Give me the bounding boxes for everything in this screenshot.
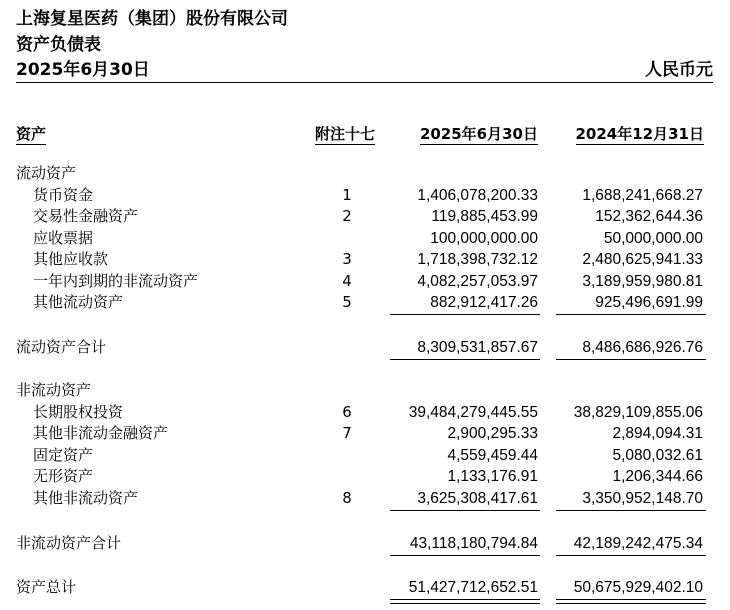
row-current-value: 1,406,078,200.33 [417,187,538,204]
row-prior-value: 3,350,952,148.70 [582,490,703,507]
section-title-non-current-assets: 非流动资产 [16,381,92,399]
row-current-value: 1,133,176.91 [447,468,538,485]
table-row [0,423,730,444]
row-current-value: 43,118,180,794.84 [409,535,538,552]
row-note: 6 [342,403,352,421]
row-prior-value: 5,080,032.61 [612,447,703,464]
grand-total-row [0,577,730,598]
row-prior-value: 50,000,000.00 [603,230,703,247]
row-prior-value: 50,675,929,402.10 [573,579,703,596]
row-note: 5 [342,293,352,311]
row-note: 4 [342,272,352,290]
row-prior-value: 925,496,691.99 [595,294,703,311]
total-rule-prior [556,555,706,556]
column-header-note: 附注十七 [315,125,376,143]
row-label: 一年内到期的非流动资产 [33,272,199,290]
table-row [0,402,730,423]
row-current-value: 882,912,417.26 [430,294,538,311]
company-name: 上海复星医药（集团）股份有限公司 [16,9,288,29]
row-label: 交易性金融资产 [33,207,139,225]
section-row [0,380,730,401]
table-row [0,249,730,270]
row-current-value: 8,309,531,857.67 [417,339,538,356]
subtotal-rule-current [390,510,540,511]
table-row [0,445,730,466]
statement-date: 2025年6月30日 [16,60,150,80]
subtotal-rule-prior [556,314,706,315]
table-row [0,206,730,227]
total-rule-current [390,359,540,360]
total-rule-current [390,555,540,556]
row-note: 1 [342,186,352,204]
row-label: 无形资产 [33,467,94,485]
row-label: 非流动资产合计 [16,534,122,552]
row-current-value: 2,900,295.33 [447,425,538,442]
row-prior-value: 1,688,241,668.27 [582,187,703,204]
row-current-value: 4,082,257,053.97 [417,273,538,290]
subtotal-rule-prior [556,510,706,511]
row-label: 其他非流动金融资产 [33,424,169,442]
row-prior-value: 152,362,644.36 [595,208,703,225]
table-row [0,228,730,249]
table-row [0,271,730,292]
row-current-value: 1,718,398,732.12 [417,251,538,268]
row-note: 8 [342,489,352,507]
row-label: 货币资金 [33,186,94,204]
currency-label: 人民币元 [645,60,713,80]
row-label: 其他流动资产 [33,293,124,311]
row-label: 应收票据 [33,229,94,247]
row-current-value: 3,625,308,417.61 [417,490,538,507]
row-label: 流动资产合计 [16,338,107,356]
row-prior-value: 2,894,094.31 [612,425,703,442]
total-row [0,337,730,358]
row-prior-value: 8,486,686,926.76 [582,339,703,356]
table-row [0,466,730,487]
row-label: 其他非流动资产 [33,489,139,507]
row-note: 3 [342,250,352,268]
subtotal-rule-current [390,314,540,315]
column-header-prior: 2024年12月31日 [575,125,704,143]
row-current-value: 100,000,000.00 [430,230,538,247]
row-note: 7 [342,424,352,442]
row-prior-value: 38,829,109,855.06 [573,404,703,421]
row-current-value: 51,427,712,652.51 [408,579,538,596]
row-prior-value: 2,480,625,941.33 [582,251,703,268]
row-current-value: 119,885,453.99 [431,208,538,225]
double-rule-prior [556,599,706,604]
double-rule-current [390,599,540,604]
total-row [0,533,730,554]
row-label: 固定资产 [33,446,94,464]
row-prior-value: 3,189,959,980.81 [582,273,703,290]
row-prior-value: 42,189,242,475.34 [573,535,703,552]
total-rule-prior [556,359,706,360]
column-header-label: 资产 [16,125,47,143]
table-row [0,185,730,206]
section-row [0,163,730,184]
header-rule [16,82,713,83]
row-label: 长期股权投资 [33,403,124,421]
statement-title: 资产负债表 [16,35,101,55]
table-row [0,488,730,509]
row-note: 2 [342,207,352,225]
section-title-current-assets: 流动资产 [16,164,77,182]
row-current-value: 4,559,459.44 [447,447,538,464]
row-current-value: 39,484,279,445.55 [408,404,538,421]
row-prior-value: 1,206,344.66 [612,468,703,485]
column-header-current: 2025年6月30日 [419,125,538,143]
row-label: 其他应收款 [33,250,109,268]
table-row [0,292,730,313]
row-label: 资产总计 [16,578,77,596]
